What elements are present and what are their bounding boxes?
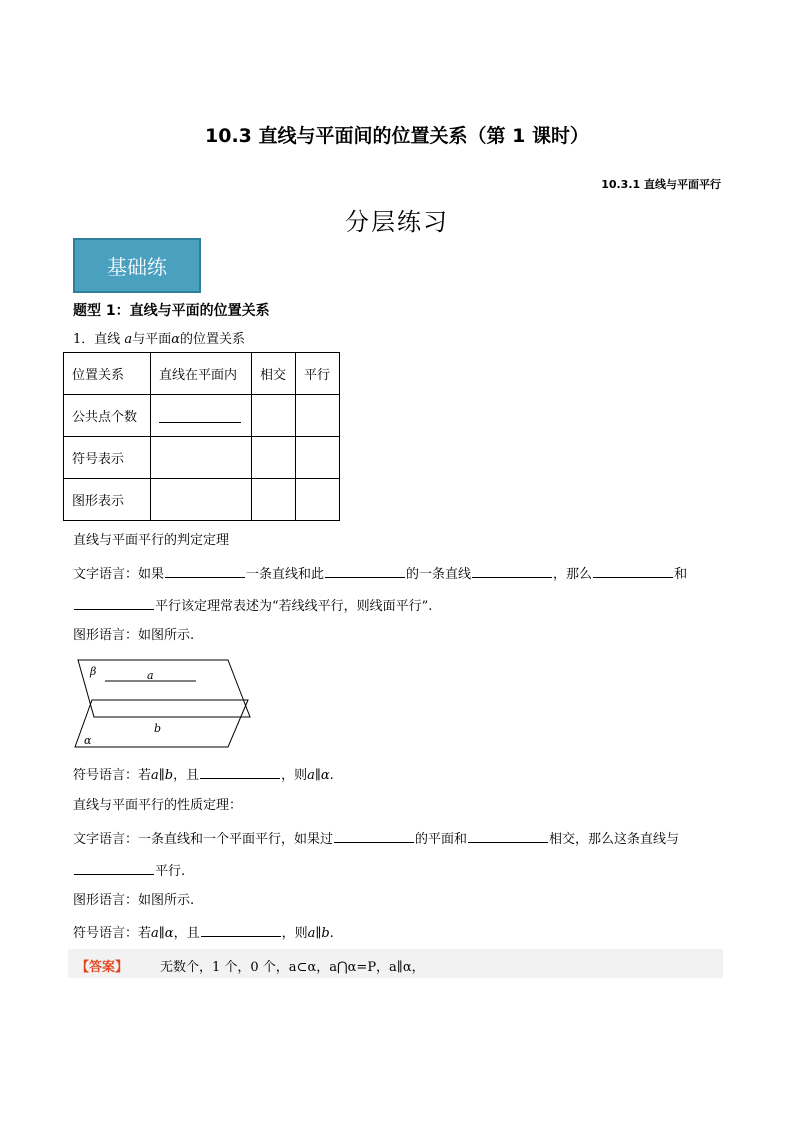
answer-label: 【答案】 <box>76 960 129 975</box>
fill-blank <box>334 829 414 843</box>
table-row-label: 图形表示 <box>64 479 151 521</box>
plane-beta <box>78 660 250 717</box>
table-header-cell: 直线在平面内 <box>151 353 252 395</box>
practice-heading: 分层练习 <box>345 208 449 236</box>
judge-text-part: 的一条直线 <box>406 567 472 582</box>
q1-suffix: 的位置关系 <box>179 332 245 347</box>
label-beta: β <box>90 665 97 678</box>
judge-text-part: 平行该定理常表述为“若线线平行，则线面平行”. <box>155 599 433 614</box>
table-cell <box>252 437 296 479</box>
fill-blank <box>74 861 154 875</box>
judge-text-part: 一条直线和此 <box>246 567 325 582</box>
judge-heading: 直线与平面平行的判定定理 <box>73 533 230 548</box>
level-badge-label: 基础练 <box>107 255 167 279</box>
judge-text-part: ，那么 <box>553 567 593 582</box>
judge-symbol-part: a∥α <box>307 768 330 783</box>
answer-text: 无数个，1 个，0 个，a⊂α，a⋂α=P，a∥α， <box>160 960 425 975</box>
property-text-part: 文字语言：一条直线和一个平面平行，如果过 <box>73 832 334 847</box>
level-badge <box>73 238 201 293</box>
fill-blank <box>201 923 281 937</box>
table-row <box>64 353 340 395</box>
property-text-2 <box>73 861 185 881</box>
table-cell <box>151 437 252 479</box>
table-row-label: 公共点个数 <box>64 395 151 437</box>
judge-text-1 <box>73 564 687 584</box>
property-text-part: 相交，那么这条直线与 <box>549 832 680 847</box>
property-symbol-part: 符号语言：若 <box>73 926 152 941</box>
property-symbol-part: ，且 <box>173 926 200 941</box>
judge-symbol-part: . <box>329 768 334 783</box>
property-symbol-part: a∥b <box>307 926 330 941</box>
subsection-title: 10.3.1 直线与平面平行 <box>601 178 721 191</box>
judge-text-2 <box>73 596 432 616</box>
judge-text-part: 文字语言：如果 <box>73 567 165 582</box>
property-figure-caption: 图形语言：如图所示. <box>73 893 195 908</box>
property-symbol-part: a∥α <box>151 926 174 941</box>
property-text-part: 平行. <box>155 864 186 879</box>
fill-blank <box>165 564 245 578</box>
table-cell <box>252 395 296 437</box>
label-alpha: α <box>84 734 92 747</box>
fill-blank <box>74 596 154 610</box>
table-row-label: 符号表示 <box>64 437 151 479</box>
relation-table <box>63 352 340 521</box>
judge-symbol-part: a∥b <box>151 768 174 783</box>
judge-symbol-part: 符号语言：若 <box>73 768 152 783</box>
question-1 <box>73 328 245 347</box>
fill-blank <box>325 564 405 578</box>
table-cell <box>151 479 252 521</box>
property-heading: 直线与平面平行的性质定理： <box>73 798 243 813</box>
q1-prefix: 1．直线 <box>73 332 121 347</box>
property-symbol-part: . <box>329 926 334 941</box>
fill-blank <box>468 829 548 843</box>
judge-symbol <box>73 765 334 785</box>
property-text-part: 的平面和 <box>415 832 468 847</box>
plane-alpha <box>75 700 248 747</box>
page-title: 10.3 直线与平面间的位置关系（第 1 课时） <box>205 125 589 147</box>
table-cell <box>296 395 340 437</box>
table-cell <box>296 479 340 521</box>
fill-blank <box>472 564 552 578</box>
property-symbol <box>73 923 334 943</box>
judge-symbol-part: ，且 <box>173 768 200 783</box>
type-heading: 题型 1：直线与平面的位置关系 <box>73 303 270 319</box>
table-cell <box>252 479 296 521</box>
q1-alpha: α <box>171 332 180 347</box>
table-row <box>64 395 340 437</box>
table-header-cell: 平行 <box>296 353 340 395</box>
label-b: b <box>154 722 162 735</box>
table-cell <box>296 437 340 479</box>
property-text-1 <box>73 829 679 849</box>
judge-figure-caption: 图形语言：如图所示. <box>73 628 195 643</box>
table-cell <box>151 395 252 437</box>
fill-blank <box>593 564 673 578</box>
table-header-cell: 相交 <box>252 353 296 395</box>
plane-diagram <box>70 655 260 755</box>
q1-var-a: a <box>124 332 133 347</box>
table-header-cell: 位置关系 <box>64 353 151 395</box>
judge-text-part: 和 <box>674 567 688 582</box>
label-a: a <box>147 669 154 682</box>
table-row <box>64 437 340 479</box>
judge-symbol-part: ，则 <box>281 768 308 783</box>
table-row <box>64 479 340 521</box>
property-symbol-part: ，则 <box>281 926 308 941</box>
fill-blank <box>200 765 280 779</box>
q1-middle: 与平面 <box>132 332 172 347</box>
fill-blank <box>159 408 241 423</box>
